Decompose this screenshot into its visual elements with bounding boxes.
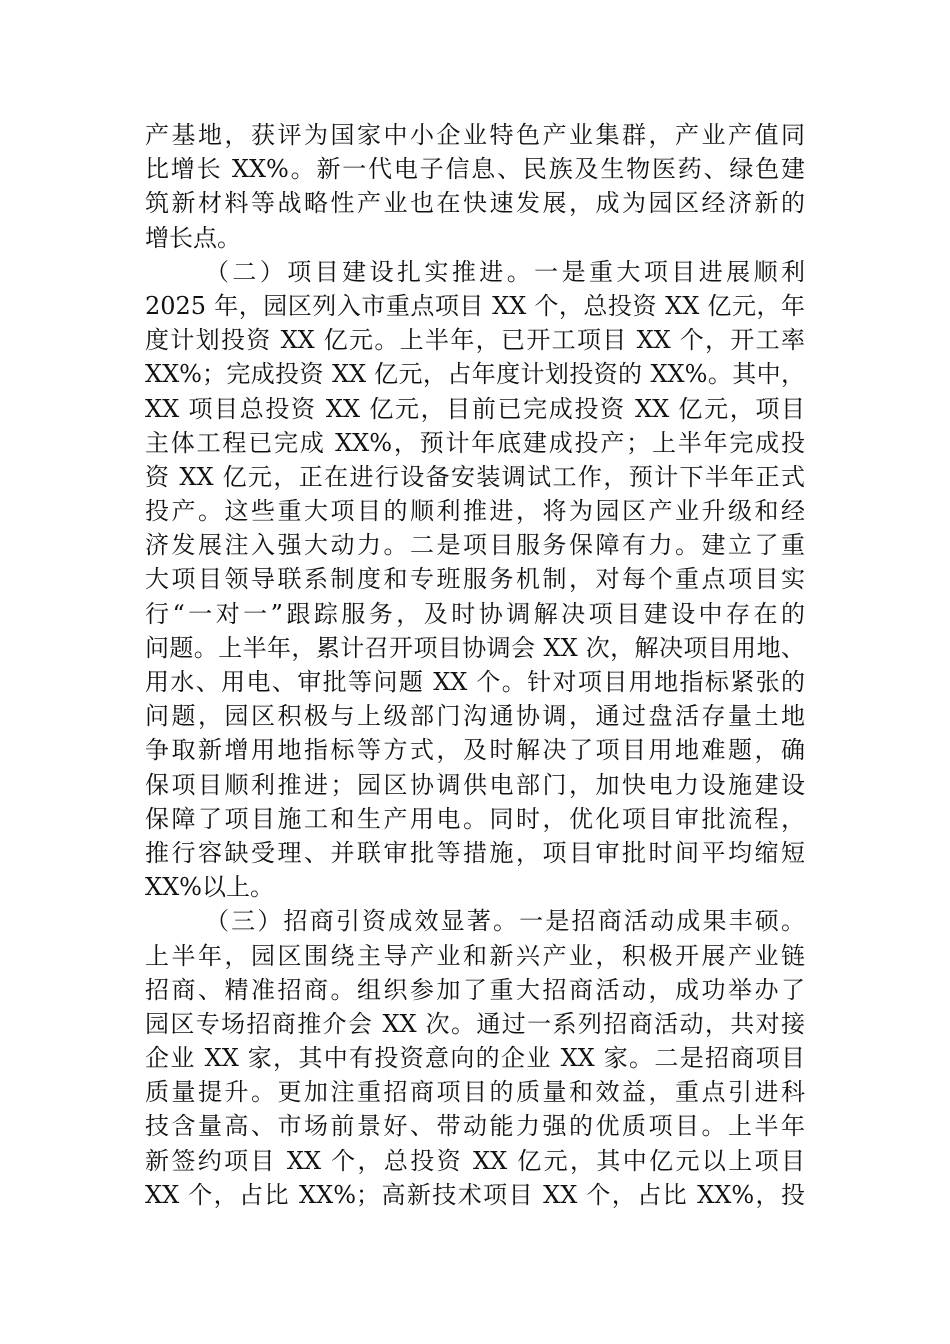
text-line: 上半年，园区围绕主导产业和新兴产业，积极开展产业链 xyxy=(145,941,805,970)
text-line: 保障了项目施工和生产用电。同时，优化项目审批流程， xyxy=(145,804,805,833)
text-line: 筑新材料等战略性产业也在快速发展，成为园区经济新的 xyxy=(145,189,805,218)
text-line: 招商、精准招商。组织参加了重大招商活动，成功举办了 xyxy=(145,975,805,1004)
text-line: 保项目顺利推进；园区协调供电部门，加快电力设施建设 xyxy=(145,770,805,799)
text-line: 问题，园区积极与上级部门沟通协调，通过盘活存量土地 xyxy=(145,702,805,731)
text-line: 园区专场招商推介会 XX 次。通过一系列招商活动，共对接 xyxy=(145,1009,805,1038)
text-line: 度计划投资 XX 亿元。上半年，已开工项目 XX 个，开工率 xyxy=(145,326,805,355)
text-line: 增长点。 xyxy=(145,223,241,252)
text-line: XX%以上。 xyxy=(145,873,274,902)
text-line: 问题。上半年，累计召开项目协调会 XX 次，解决项目用地、 xyxy=(145,633,805,662)
text-line: 质量提升。更加注重招商项目的质量和效益，重点引进科 xyxy=(145,1078,805,1107)
text-line: 推行容缺受理、并联审批等措施，项目审批时间平均缩短 xyxy=(145,838,805,867)
text-line: XX 个，占比 XX%；高新技术项目 XX 个，占比 XX%，投 xyxy=(145,1180,805,1209)
section-heading-line: （二）项目建设扎实推进。一是重大项目进展顺利 xyxy=(205,257,805,286)
text-line: 资 XX 亿元，正在进行设备安装调试工作，预计下半年正式 xyxy=(145,462,805,491)
text-line: 用水、用电、审批等问题 XX 个。针对项目用地指标紧张的 xyxy=(145,668,805,696)
text-line: 新签约项目 XX 个，总投资 XX 亿元，其中亿元以上项目 xyxy=(145,1146,805,1175)
text-line: 投产。这些重大项目的顺利推进，将为园区产业升级和经 xyxy=(145,497,805,526)
text-line: 产基地，获评为国家中小企业特色产业集群，产业产值同 xyxy=(145,121,805,149)
text-line: 企业 XX 家，其中有投资意向的企业 XX 家。二是招商项目 xyxy=(145,1044,805,1073)
text-line: 济发展注入强大动力。二是项目服务保障有力。建立了重 xyxy=(145,531,805,560)
text-line: 主体工程已完成 XX%，预计年底建成投产；上半年完成投 xyxy=(145,428,805,457)
text-line: 比增长 XX%。新一代电子信息、民族及生物医药、绿色建 xyxy=(145,155,805,184)
text-line: 行“一对一”跟踪服务，及时协调解决项目建设中存在的 xyxy=(145,599,805,628)
body-text xyxy=(145,118,805,1212)
text-line: XX%；完成投资 XX 亿元，占年度计划投资的 XX%。其中， xyxy=(145,360,805,389)
text-line: 2025 年，园区列入市重点项目 XX 个，总投资 XX 亿元，年 xyxy=(145,291,805,320)
section-heading-line: （三）招商引资成效显著。一是招商活动成果丰硕。 xyxy=(205,907,805,936)
text-line: XX 项目总投资 XX 亿元，目前已完成投资 XX 亿元，项目 xyxy=(145,394,805,423)
text-line: 技含量高、市场前景好、带动能力强的优质项目。上半年 xyxy=(145,1112,805,1141)
text-line: 争取新增用地指标等方式，及时解决了项目用地难题，确 xyxy=(145,736,805,765)
text-line: 大项目领导联系制度和专班服务机制，对每个重点项目实 xyxy=(145,565,805,594)
